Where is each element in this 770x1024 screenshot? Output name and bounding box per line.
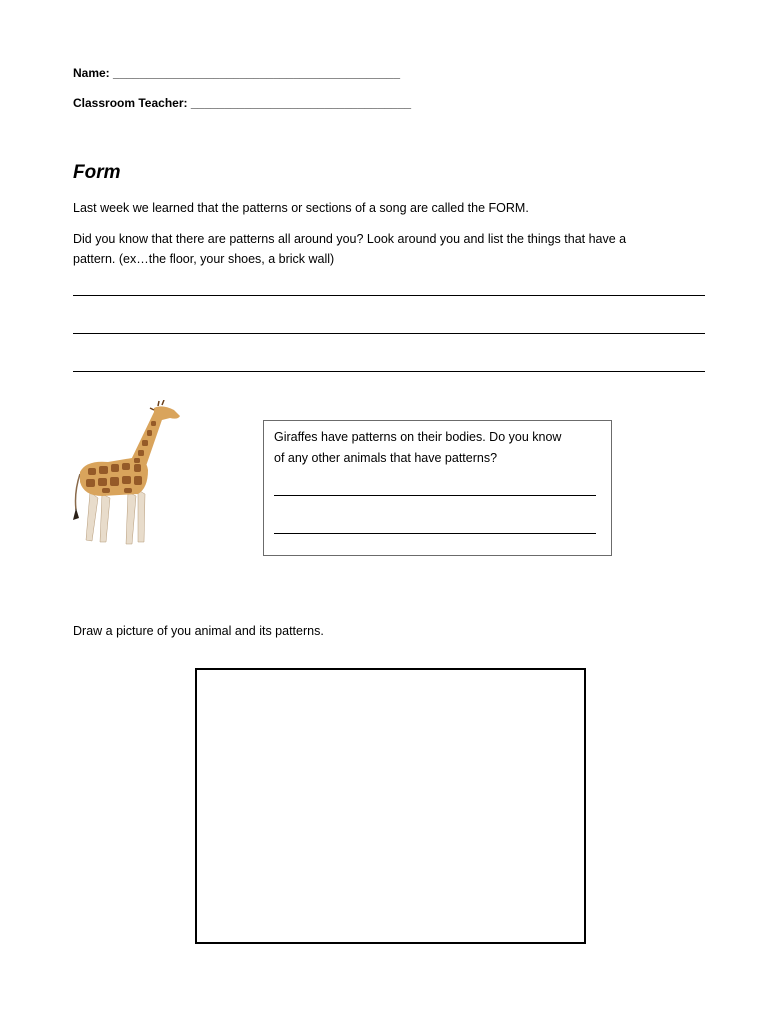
answer-line-3[interactable] bbox=[73, 371, 705, 372]
drawing-area[interactable] bbox=[195, 668, 586, 944]
name-blank[interactable]: ___________________________________________ bbox=[113, 66, 401, 80]
animal-answer-line-2[interactable] bbox=[274, 533, 596, 534]
question-text-line2: pattern. (ex…the floor, your shoes, a brick wall) bbox=[73, 252, 335, 266]
intro-text: Last week we learned that the patterns or sections of a song are called the FORM. bbox=[73, 201, 529, 215]
answer-line-2[interactable] bbox=[73, 333, 705, 334]
question-text-line1: Did you know that there are patterns all around you? Look around you and list the things that have a bbox=[73, 232, 627, 246]
section-title: Form bbox=[73, 162, 121, 183]
giraffe-illustration bbox=[62, 400, 192, 552]
giraffe-question-box bbox=[263, 420, 612, 556]
answer-line-1[interactable] bbox=[73, 295, 705, 296]
name-label: Name: bbox=[73, 66, 110, 80]
giraffe-question-line1: Giraffes have patterns on their bodies. Do you know bbox=[274, 430, 562, 444]
teacher-blank[interactable]: _________________________________ bbox=[190, 96, 412, 110]
teacher-field[interactable] bbox=[73, 96, 411, 110]
giraffe-question-line2: of any other animals that have patterns? bbox=[274, 451, 498, 465]
animal-answer-line-1[interactable] bbox=[274, 495, 596, 496]
teacher-label: Classroom Teacher: bbox=[73, 96, 188, 110]
name-field[interactable] bbox=[73, 66, 400, 80]
giraffe-question-text bbox=[274, 427, 604, 469]
drawing-prompt: Draw a picture of you animal and its patterns. bbox=[73, 624, 324, 638]
